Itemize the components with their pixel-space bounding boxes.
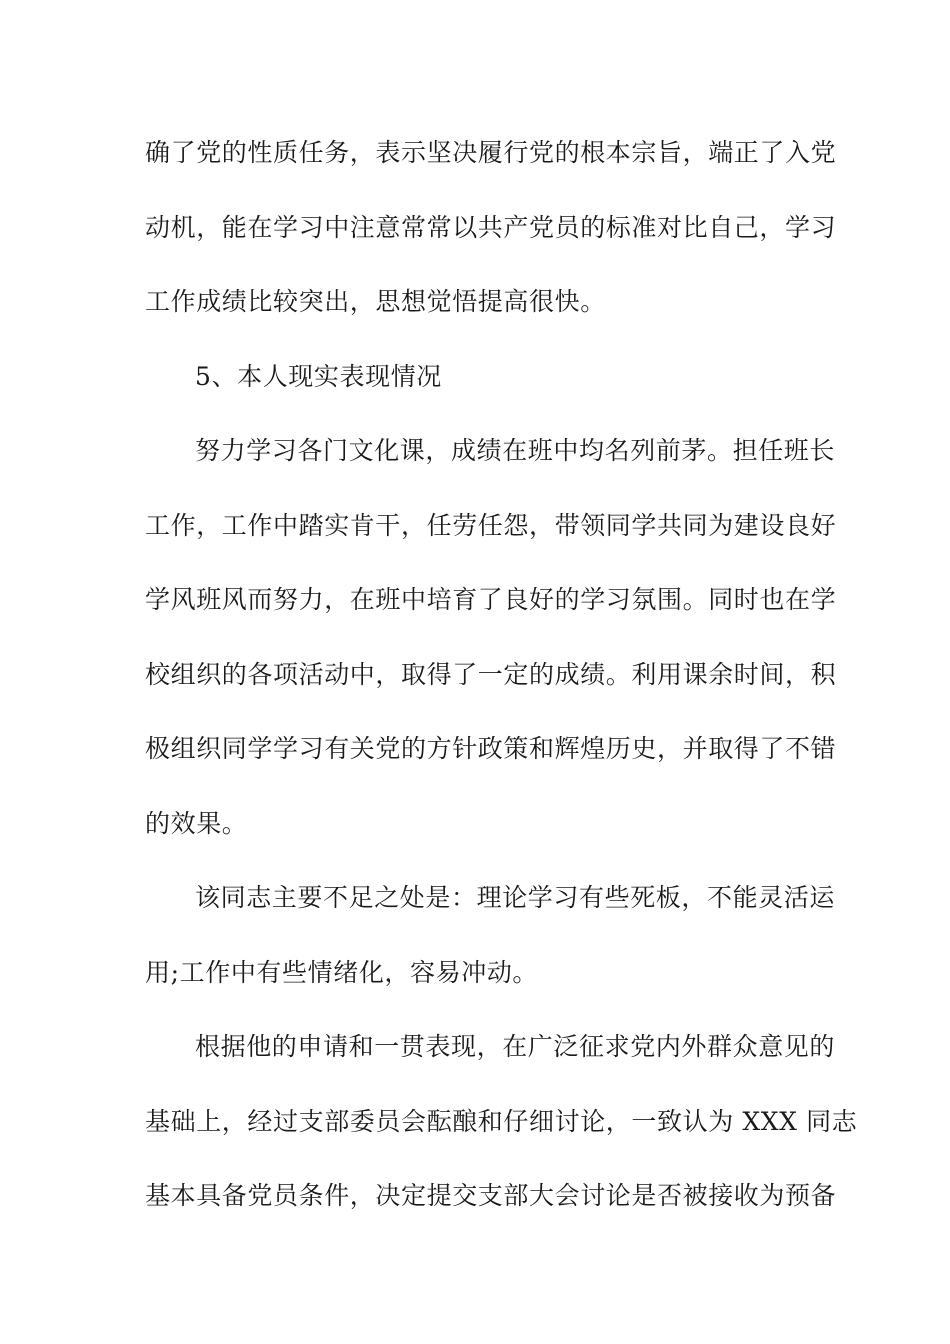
- text-line: 校组织的各项活动中，取得了一定的成绩。利用课余时间，积: [145, 659, 837, 689]
- text-line: 的效果。: [145, 808, 248, 838]
- text-line: 根据他的申请和一贯表现，在广泛征求党内外群众意见的: [195, 1032, 836, 1061]
- section-heading: 5、本人现实表现情况: [195, 361, 442, 391]
- text-line: 努力学习各门文化课，成绩在班中均名列前茅。担任班长: [195, 436, 836, 465]
- text-line: 极组织同学学习有关党的方针政策和辉煌历史，并取得了不错: [145, 734, 837, 763]
- text-line: 该同志主要不足之处是：理论学习有些死板，不能灵活运: [195, 883, 836, 912]
- text-line: 基本具备党员条件，决定提交支部大会讨论是否被接收为预备: [145, 1181, 837, 1210]
- text-line: 工作成绩比较突出，思想觉悟提高很快。: [145, 287, 606, 316]
- text-line: 工作，工作中踏实肯干，任劳任怨，带领同学共同为建设良好: [145, 510, 837, 540]
- text-line: 学风班风而努力，在班中培育了良好的学习氛围。同时也在学: [145, 585, 837, 614]
- text-line: 基础上，经过支部委员会酝酿和仔细讨论，一致认为 XXX 同志: [145, 1106, 858, 1136]
- text-line: 确了党的性质任务，表示坚决履行党的根本宗旨，端正了入党: [145, 138, 837, 167]
- text-line: 用;工作中有些情绪化，容易冲动。: [145, 957, 539, 987]
- document-body: [145, 128, 858, 1246]
- text-line: 动机，能在学习中注意常常以共产党员的标准对比自己，学习: [145, 212, 837, 242]
